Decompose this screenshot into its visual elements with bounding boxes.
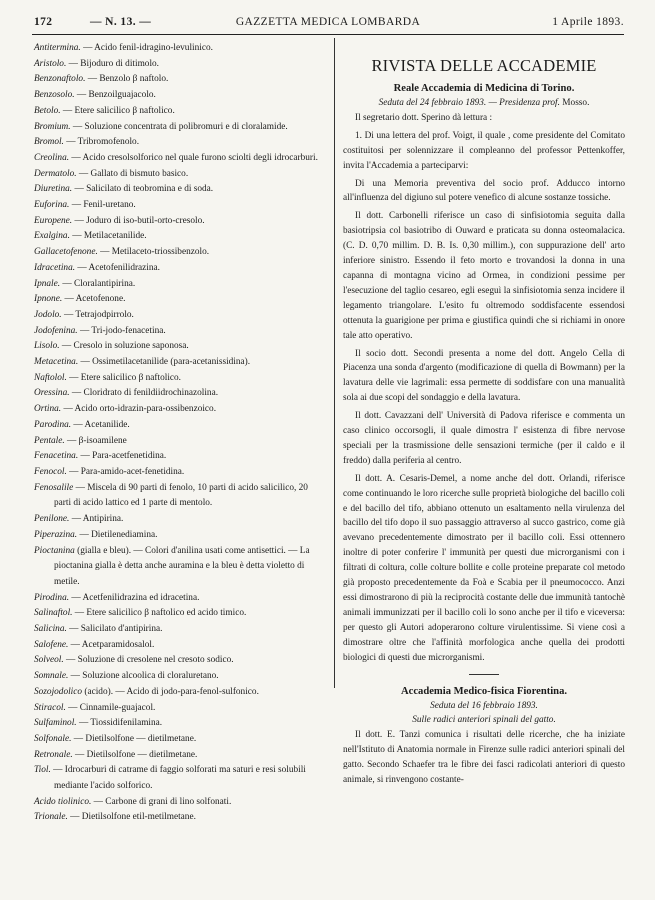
glossary-definition: — Joduro di iso-butil-orto-cresolo. <box>72 215 205 226</box>
glossary-term: Acido tiolinico. <box>34 796 92 807</box>
glossary-entry <box>34 512 326 528</box>
glossary-entry <box>34 716 326 732</box>
glossary-entry <box>34 795 326 811</box>
torino-paragraph: Il dott. Cavazzani dell' Università di Padova riferisce e commenta un caso clinico occorsogli, il quale dimostra l' esistenza di fibre nervose speciali per la trasmissione delle sensazioni termiche (per il caldo e il freddo) dalla periferia al centro. <box>343 411 625 466</box>
torino-sitting-line <box>343 96 625 111</box>
column-divider <box>334 38 335 688</box>
glossary-term: Euforina. <box>34 200 70 211</box>
glossary-entry <box>34 292 326 308</box>
glossary-entry <box>34 685 326 701</box>
glossary-definition: — β-isoamilene <box>64 435 127 446</box>
glossary-entry <box>34 182 326 198</box>
glossary-entry <box>34 339 326 355</box>
glossary-entry <box>34 763 326 794</box>
glossary-definition: — Acetofenone. <box>62 294 126 305</box>
glossary-term: Sulfaminol. <box>34 718 77 729</box>
glossary-term: Fenocol. <box>34 466 67 477</box>
glossary-term: Salinaftol. <box>34 608 73 619</box>
torino-paragraph: Il segretario dott. Sperino dà lettura : <box>355 112 493 123</box>
glossary-term: Solveol. <box>34 655 64 666</box>
glossary-term: Antitermina. <box>34 43 81 53</box>
glossary-term: Oressina. <box>34 388 70 399</box>
glossary-term: Stiracol. <box>34 702 66 713</box>
glossary-definition: — Tri-jodo-fenacetina. <box>77 325 166 336</box>
glossary-entry <box>34 544 326 591</box>
glossary-entry <box>34 701 326 717</box>
glossary-definition: — Cloridrato di fenildiidrochinazolina. <box>69 388 219 399</box>
glossary-definition: — Dietilenediamina. <box>77 529 158 540</box>
glossary-entry <box>34 41 326 57</box>
glossary-definition: — Dietilsolfone etil-metilmetane. <box>67 812 196 823</box>
glossary-entry <box>34 402 326 418</box>
glossary-definition: — Acetparamidosalol. <box>68 639 155 650</box>
glossary-definition: — Miscela di 90 parti di fenolo, 10 parti di acido salicilico, 20 parti di acido lattico ed 1 parte di mentolo. <box>54 482 308 509</box>
glossary-entry <box>34 371 326 387</box>
glossary-definition: — Acido fenil-idragino-levulinico. <box>80 43 213 53</box>
glossary-term: Ortina. <box>34 404 62 415</box>
glossary-entry <box>34 88 326 104</box>
glossary-term: Pioctanina <box>34 545 75 556</box>
torino-paragraph: Il dott. Carbonelli riferisce un caso di sinfisiotomia seguita dalla basiotripsia col basiotribo di Ouward e praticata su donna osteomalacica. (C. D. 0,70 millim. D. B. Is. 0,30 millim.), con suppurazione dell' arto inferiore sinistro. Essendo il feto morto e trovandosi la donna in una capanna di montagna vicino ad Ormea, in condizioni pessime per l'esecuzione del taglio cesareo, egli eseguì la sinfisiotomia senza incidere il legamento triangolare. L'esito fu oltremodo soddisfacente essendosi ottenuta la guarigione per prima e giustifica quindi che si richiami in onore tale atto operativo. <box>343 211 625 341</box>
glossary-definition: — Soluzione di cresolene nel cresoto sodico. <box>63 655 234 666</box>
glossary-entry <box>34 622 326 638</box>
glossary-entry <box>34 229 326 245</box>
glossary-definition: — Salicilato d'antipirina. <box>66 624 163 635</box>
page-number: 172 <box>34 16 53 28</box>
glossary-term: Naftolol. <box>34 372 67 383</box>
page-header <box>32 10 624 35</box>
glossary-definition: — Cresolo in soluzione saponosa. <box>59 341 189 352</box>
torino-paragraph: 1. Di una lettera del prof. Voigt, il quale , come presidente del Comitato costituitosi per solennizzare il compleanno del professor Pettenkoffer, invita l'Accademia a parteciparvi: <box>343 130 625 171</box>
glossary-entry <box>34 748 326 764</box>
glossary-entry <box>34 308 326 324</box>
glossary-term: Europene. <box>34 215 73 226</box>
glossary-definition: (gialla e bleu). — Colori d'anilina usati come antisettici. — La pioctanina gialla è detta anche auramina e la bleu è detta violetto di metile. <box>54 545 310 587</box>
glossary-definition: — Metilaceto-triossibenzolo. <box>97 247 210 258</box>
glossary-term: Dermatolo. <box>34 168 77 179</box>
glossary-term: Metacetina. <box>34 357 79 368</box>
glossary-term: Gallacetofenone. <box>34 247 98 258</box>
glossary-definition: — Cloralantipirina. <box>60 278 136 289</box>
torino-academy-heading: Reale Accademia di Medicina di Torino. <box>393 83 575 94</box>
glossary-entry <box>34 418 326 434</box>
glossary-term: Salofene. <box>34 639 69 650</box>
glossary-definition: — Dietilsolfone — dietilmetane. <box>72 749 198 760</box>
glossary-term: Benzonaftolo. <box>34 74 86 85</box>
torino-president: Mosso. <box>559 98 590 108</box>
drug-glossary-column <box>34 41 326 826</box>
glossary-term: Salicina. <box>34 624 67 635</box>
glossary-term: Bromol. <box>34 137 64 148</box>
glossary-term: Diuretina. <box>34 184 73 195</box>
glossary-entry <box>34 434 326 450</box>
glossary-definition: — Gallato di bismuto basico. <box>76 168 189 179</box>
section-title: RIVISTA DELLE ACCADEMIE <box>371 56 597 75</box>
glossary-term: Fenacetina. <box>34 451 79 462</box>
glossary-definition: — Acido cresolsolforico nel quale furono sciolti degli idrocarburi. <box>69 152 318 163</box>
glossary-entry <box>34 324 326 340</box>
glossary-definition: — Benzolo β naftolo. <box>85 74 169 85</box>
glossary-term: Jodolo. <box>34 309 62 320</box>
glossary-entry <box>34 449 326 465</box>
glossary-definition: — Tribromofenolo. <box>63 137 140 148</box>
glossary-entry <box>34 104 326 120</box>
glossary-term: Sozojodolico <box>34 686 83 697</box>
glossary-entry <box>34 669 326 685</box>
glossary-term: Parodina. <box>34 419 72 430</box>
glossary-term: Idracetina. <box>34 262 76 273</box>
glossary-entry <box>34 120 326 136</box>
glossary-definition: — Etere salicilico β naftolico. <box>66 372 181 383</box>
glossary-definition: — Tiossidifenilamina. <box>76 718 163 729</box>
glossary-term: Ipnone. <box>34 294 63 305</box>
glossary-entry <box>34 606 326 622</box>
glossary-definition: — Dietilsolfone — dietilmetane. <box>71 733 197 744</box>
glossary-entry <box>34 198 326 214</box>
glossary-entry <box>34 245 326 261</box>
glossary-term: Ipnale. <box>34 278 61 289</box>
glossary-definition: — Benzoilguajacolo. <box>74 90 156 101</box>
glossary-entry <box>34 135 326 151</box>
glossary-term: Penilone. <box>34 514 70 525</box>
glossary-definition: — Acetofenilidrazina. <box>75 262 160 273</box>
glossary-definition: — Fenil-uretano. <box>69 200 136 211</box>
glossary-entry <box>34 355 326 371</box>
glossary-entry <box>34 72 326 88</box>
glossary-entry <box>34 386 326 402</box>
glossary-definition: — Antipirina. <box>69 514 124 525</box>
glossary-entry <box>34 214 326 230</box>
torino-paragraph: Il socio dott. Secondi presenta a nome del dott. Angelo Cella di Piacenza una sonda d'argento (modificazione di quella di Bowmann) per la lavatura delle vie lagrimali: essa permette di soddisfare con una manualità sola ai due scopi del sondaggio e della lavatura. <box>343 348 625 404</box>
glossary-term: Exalgina. <box>34 231 70 242</box>
glossary-definition: — Acetfenilidrazina ed idracetina. <box>69 592 200 603</box>
glossary-entry <box>34 465 326 481</box>
glossary-definition: — Para-amido-acet-fenetidina. <box>66 466 185 477</box>
glossary-definition: — Acido orto-idrazin-para-ossibenzoico. <box>61 404 217 415</box>
firenze-sitting-line: Seduta del 16 febbraio 1893. <box>430 700 538 711</box>
glossary-definition: — Soluzione alcoolica di cloraluretano. <box>68 671 219 682</box>
firenze-academy-heading: Accademia Medico-fisica Fiorentina. <box>400 685 568 697</box>
glossary-definition: (acido). — Acido di jodo-para-fenol-sulfonico. <box>82 686 259 697</box>
glossary-term: Somnale. <box>34 671 69 682</box>
firenze-paragraph: Il dott. E. Tanzi comunica i risultati delle ricerche, che ha iniziate nell'Istituto di Anatomia normale in Firenze sulle radici anteriori spinali del gatto. Secondo Schaefer tra le fibre dei fasci radicolati anteriori di questo animale, si rinvengono costante- <box>343 730 625 786</box>
glossary-term: Pentale. <box>34 435 65 446</box>
glossary-definition: — Ossimetilacetanilide (para-acetanissidina). <box>78 357 251 368</box>
journal-title: GAZZETTA MEDICA LOMBARDA <box>235 16 421 28</box>
glossary-definition: — Tetrajodpirrolo. <box>61 309 134 320</box>
glossary-definition: — Metilacetanilide. <box>69 231 147 242</box>
glossary-term: Bromium. <box>34 121 71 132</box>
glossary-term: Betolo. <box>34 105 61 116</box>
glossary-entry <box>34 591 326 607</box>
glossary-entry <box>34 638 326 654</box>
glossary-definition: — Bijoduro di ditimolo. <box>66 58 160 69</box>
glossary-entry <box>34 810 326 826</box>
glossary-definition: — Etere salicilico β naftolico. <box>60 105 175 116</box>
issue-number: — N. 13. — <box>90 16 152 28</box>
glossary-definition: — Cinnamile-guajacol. <box>65 702 156 713</box>
glossary-entry <box>34 481 326 512</box>
glossary-definition: — Etere salicilico β naftolico ed acido timico. <box>72 608 247 619</box>
issue-date: 1 Aprile 1893. <box>552 16 624 28</box>
glossary-definition: — Salicilato di teobromina e di soda. <box>72 184 214 195</box>
glossary-entry <box>34 528 326 544</box>
glossary-term: Jodofenina. <box>34 325 78 336</box>
glossary-term: Lisolo. <box>34 341 60 352</box>
glossary-term: Benzosolo. <box>34 90 75 101</box>
glossary-entry <box>34 167 326 183</box>
section-separator <box>469 674 499 675</box>
glossary-term: Trionale. <box>34 812 68 823</box>
glossary-entry <box>34 653 326 669</box>
glossary-definition: — Soluzione concentrata di polibromuri e di cloralamide. <box>70 121 288 132</box>
glossary-term: Aristolo. <box>34 58 67 69</box>
glossary-definition: — Para-acetfenetidina. <box>78 451 167 462</box>
glossary-entry <box>34 151 326 167</box>
academies-review-column <box>343 56 625 791</box>
firenze-topic-title: Sulle radici anteriori spinali del gatto. <box>412 715 556 726</box>
torino-paragraph: Di una Memoria preventiva del socio prof. Adducco intorno all'influenza del digiuno sul potere venefico di alcune sostanze tossiche. <box>343 178 625 204</box>
glossary-term: Creolina. <box>34 152 70 163</box>
glossary-entry <box>34 277 326 293</box>
glossary-definition: — Carbone di grani di lino solfonati. <box>91 796 232 807</box>
glossary-definition: — Idrocarburi di catrame di faggio solforati ma saturi e resi solubili mediante l'acido solforico. <box>50 765 306 792</box>
glossary-entry <box>34 261 326 277</box>
torino-sitting-date: Seduta del 24 febbraio 1893. — Presidenza prof. <box>378 98 560 108</box>
torino-paragraph: Il dott. A. Cesaris-Demel, a nome anche del dott. Orlandi, riferisce come continuando le loro ricerche sulle proprietà biologiche del bacillo coli e del bacillo del tifo, abbiano ottenuto un esaltamento nella virulenza del bacillo del tifo dopo il suo passaggio attraverso al succo gastrico, come già avevano precedentemente dimostrato per il bacillo coli. Essi ottennero inoltre di poter conferire l' immunità per questi due microrganismi con i filtrati di coltura, colle colture bollite e colle proteine preparate col metodo già proposto precedentemente da Foà e Scabia per il pneumococco. Anzi essi dimostrarono di più la reciprocità costante delle due immunità tantochè animali immunizzati per il bacillo coli lo sono anche per il tifo e viceversa: per questo gli Autori adoperarono colture virulentissime. Si viene così a dimostrare oltre che l'affinità morfologica anche quella dei prodotti biologici di questi due microrganismi. <box>343 473 625 663</box>
glossary-term: Solfonale. <box>34 733 72 744</box>
glossary-definition: — Acetanilide. <box>71 419 130 430</box>
glossary-term: Fenosalile <box>34 482 74 493</box>
glossary-term: Retronale. <box>34 749 73 760</box>
glossary-term: Pirodina. <box>34 592 70 603</box>
glossary-entry <box>34 732 326 748</box>
glossary-term: Tiol. <box>34 765 51 776</box>
glossary-entry <box>34 57 326 73</box>
glossary-term: Piperazina. <box>34 529 78 540</box>
